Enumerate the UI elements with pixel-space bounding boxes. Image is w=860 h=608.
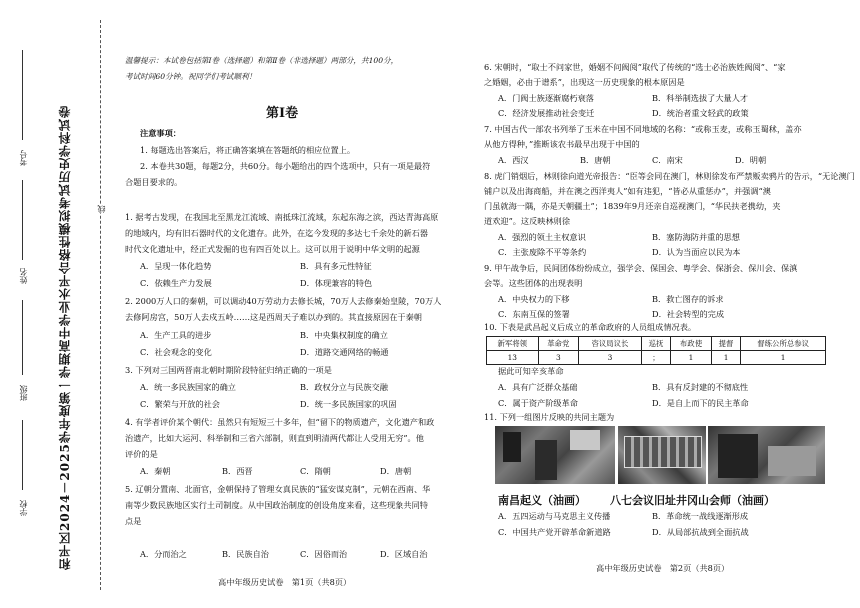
q10-option-c[interactable]: C．属于资产阶级革命 bbox=[498, 398, 578, 408]
caption-baqi-jinggangshan: 八七会议旧址井冈山会师（油画） bbox=[610, 494, 775, 507]
q10-table-value-row bbox=[487, 351, 826, 365]
q10-value-cell: 1 bbox=[741, 351, 826, 365]
q1-option-c[interactable]: C．依赖生产力发展 bbox=[140, 278, 212, 288]
q10-value-cell: 13 bbox=[487, 351, 539, 365]
q1-option-a[interactable]: A．呈现一体化趋势 bbox=[140, 261, 212, 271]
q10-option-a[interactable]: A．具有广泛群众基础 bbox=[498, 382, 578, 392]
notice-line-2: 考试时间60分钟。祝同学们考试顺利！ bbox=[125, 72, 257, 81]
q2-option-b[interactable]: B．中央集权制度的确立 bbox=[300, 330, 388, 340]
q7-stem-1: 7. 中国古代一部农书列举了玉米在中国不同地域的名称：“或称玉麦，或称玉蜀秫，盖亦 bbox=[484, 124, 802, 134]
q2-stem-2: 去修阿房宫，50万人去戍五岭……这是西周天子难以办到的。其直接原因在于秦朝 bbox=[125, 312, 422, 322]
class-blank bbox=[22, 300, 23, 375]
q3-option-b[interactable]: B．政权分立与民族交融 bbox=[300, 382, 388, 392]
q3-option-a[interactable]: A．统一多民族国家的确立 bbox=[140, 382, 236, 392]
q5-option-b[interactable]: B．民族自治 bbox=[222, 549, 269, 559]
q6-option-c[interactable]: C．经济发展推动社会变迁 bbox=[498, 108, 595, 118]
baqi-meeting-site-photo bbox=[618, 426, 706, 484]
q4-option-b[interactable]: B．西晋 bbox=[222, 466, 253, 476]
q1-stem-1: 1. 据考古发现，在我国北至黑龙江流域、南抵珠江流域，东起东海之滨，西达青海高原 bbox=[125, 212, 439, 222]
q10-header-cell: 布政使 bbox=[671, 337, 712, 351]
q3-stem-1: 3. 下列对三国两晋南北朝时期阶段特征归纳正确的一项是 bbox=[125, 365, 332, 375]
q10-header-cell: 咨议局议长 bbox=[579, 337, 642, 351]
q5-stem-1: 5. 辽朝分置南、北面官，金朝保持了管理女真民族的“猛安谋克制”，元朝在西南、华 bbox=[125, 484, 431, 494]
q8-option-a[interactable]: A．强烈的领土主权意识 bbox=[498, 232, 586, 242]
rule-2-line-1: 2. 本卷共30题，每题2分，共60分。每小题给出的四个选项中，只有一项是最符 bbox=[140, 161, 431, 171]
school-blank bbox=[22, 420, 23, 490]
q6-stem-1: 6. 宋朝时，“取士不问家世，婚姻不问阀阅”取代了传统的“选士必治族姓阀阅”、“家 bbox=[484, 62, 786, 72]
q2-stem-1: 2. 2000万人口的秦朝，可以调动40万劳动力去修长城，70万人去修秦始皇陵，70万人 bbox=[125, 296, 442, 306]
q8-stem-2: 铺户以及出海商船，并在澳之西洋夷人”如有违犯，“皆必从重惩办”，并强调“澳 bbox=[484, 186, 771, 196]
q7-stem-2: 从他方得种，”推断该农书最早出现于中国的 bbox=[484, 139, 640, 149]
q4-option-c[interactable]: C．隋朝 bbox=[300, 466, 331, 476]
q9-option-b[interactable]: B．救亡图存的诉求 bbox=[652, 294, 724, 304]
q9-option-a[interactable]: A．中央权力的下移 bbox=[498, 294, 570, 304]
q5-stem-3: 点是 bbox=[125, 516, 142, 526]
q10-value-cell: 1 bbox=[711, 351, 741, 365]
q8-stem-3: 门虽就海一隅，亦是天朝疆土”；1839年9月还亲自巡视澳门，“华民扶老携幼，夹 bbox=[484, 201, 781, 211]
q10-value-cell: 3 bbox=[579, 351, 642, 365]
q10-table bbox=[486, 336, 826, 365]
q11-stem: 11. 下列一组图片反映的共同主题为 bbox=[484, 412, 615, 422]
q4-option-d[interactable]: D．唐朝 bbox=[380, 466, 412, 476]
q2-option-d[interactable]: D．道路交通网络的畅通 bbox=[300, 347, 389, 357]
q10-option-d[interactable]: D．是自上而下的民主革命 bbox=[652, 398, 749, 408]
q10-value-cell: 3 bbox=[538, 351, 579, 365]
q10-header-cell: 督练公所总参议 bbox=[741, 337, 826, 351]
q6-stem-2: 之婚姻，必由于谱系”，出现这一历史现象的根本原因是 bbox=[484, 77, 685, 87]
q8-option-c[interactable]: C．主张废除不平等条约 bbox=[498, 247, 587, 257]
line-label: 线 bbox=[97, 205, 106, 213]
q11-option-d[interactable]: D．从局部抗战到全面抗战 bbox=[652, 527, 749, 537]
q1-stem-3: 时代文化遗址中，经正式发掘的也有四百处以上。这可以用于说明中华文明的起源 bbox=[125, 244, 420, 254]
q3-option-c[interactable]: C．繁荣与开放的社会 bbox=[140, 399, 220, 409]
q10-value-cell: ； bbox=[641, 351, 671, 365]
jinggangshan-meeting-painting bbox=[708, 426, 825, 484]
q4-stem-3: 评价的是 bbox=[125, 449, 158, 459]
name-blank bbox=[22, 180, 23, 260]
q2-option-c[interactable]: C．社会观念的变化 bbox=[140, 347, 212, 357]
q2-option-a[interactable]: A．生产工具的进步 bbox=[140, 330, 212, 340]
page-1-footer: 高中年级历史试卷 第1页（共8页） bbox=[218, 577, 352, 587]
rule-1: 1. 每题选出答案后，将正确答案填在答题纸的相应位置上。 bbox=[140, 145, 356, 155]
exam-title-vertical: 和平区2024－2025学年度第一学期高中学业水平合格性模拟考试历史学科试卷 bbox=[58, 105, 72, 570]
exam-number-label: 考号 bbox=[19, 150, 28, 166]
q5-option-a[interactable]: A．分而治之 bbox=[140, 549, 187, 559]
q10-header-cell: 巡抚 bbox=[641, 337, 671, 351]
q8-stem-4: 道欢迎”。这反映林则徐 bbox=[484, 216, 571, 226]
q10-stem: 10. 下表是武昌起义后成立的革命政府的人员组成情况表。 bbox=[484, 322, 697, 332]
q4-option-a[interactable]: A．秦朝 bbox=[140, 466, 171, 476]
section-title: 第Ⅰ卷 bbox=[266, 106, 299, 121]
q5-option-d[interactable]: D．区域自治 bbox=[380, 549, 428, 559]
q10-header-cell: 新军将领 bbox=[487, 337, 539, 351]
q5-option-c[interactable]: C．因俗而治 bbox=[300, 549, 348, 559]
q4-stem-1: 4. 有学者评价某个朝代：虽然只有短短三十多年，但“留下的物质遗产，文化遗产和政 bbox=[125, 417, 435, 427]
q7-option-b[interactable]: B．唐朝 bbox=[580, 155, 611, 165]
q10-note: 据此可知辛亥革命 bbox=[498, 366, 564, 376]
q9-stem-1: 9. 甲午战争后，民间团体纷纷成立，强学会、保国会、粤学会、保浙会、保川会、保滇 bbox=[484, 263, 798, 273]
q8-stem-1: 8. 虎门销烟后，林则徐向道光帝报告：“臣等会同在澳门，林则徐发布严禁贩卖鸦片的告示，“无论澳门 bbox=[484, 171, 855, 181]
q8-option-b[interactable]: B．塞防海防并重的思想 bbox=[652, 232, 740, 242]
q9-option-c[interactable]: C．东南互保的签署 bbox=[498, 309, 570, 319]
page-2-footer: 高中年级历史试卷 第2页（共8页） bbox=[596, 563, 730, 573]
rule-2-line-2: 合题目要求的。 bbox=[125, 177, 183, 187]
q7-option-c[interactable]: C．南宋 bbox=[652, 155, 683, 165]
q10-table-header-row bbox=[487, 337, 826, 351]
attention-heading: 注意事项： bbox=[140, 128, 181, 138]
q5-stem-2: 南等少数民族地区实行土司制度。从中国政治制度的创设角度来看，这些现象共同特 bbox=[125, 500, 428, 510]
q11-option-b[interactable]: B．革命统一战线逐渐形成 bbox=[652, 511, 749, 521]
caption-nanchang: 南昌起义（油画） bbox=[498, 494, 586, 507]
exam-number-blank bbox=[22, 50, 23, 140]
nanchang-uprising-painting bbox=[495, 426, 615, 484]
q11-option-c[interactable]: C．中国共产党开辟革命新道路 bbox=[498, 527, 611, 537]
notice-line-1: 温馨提示：本试卷包括第Ⅰ卷（选择题）和第Ⅱ卷（非选择题）两部分，共100分， bbox=[125, 56, 399, 65]
q3-option-d[interactable]: D．统一多民族国家的巩固 bbox=[300, 399, 397, 409]
q7-option-a[interactable]: A．西汉 bbox=[498, 155, 529, 165]
q1-option-d[interactable]: D．体现兼容的特色 bbox=[300, 278, 373, 288]
q11-option-a[interactable]: A．五四运动与马克思主义传播 bbox=[498, 511, 611, 521]
q9-option-d[interactable]: D．社会转型的完成 bbox=[652, 309, 725, 319]
name-label: 姓名 bbox=[19, 268, 28, 284]
q1-option-b[interactable]: B．具有多元性特征 bbox=[300, 261, 372, 271]
q10-header-cell: 提督 bbox=[711, 337, 741, 351]
q9-stem-2: 会等。这些团体的出现表明 bbox=[484, 278, 583, 288]
q8-option-d[interactable]: D．认为当面应以民为本 bbox=[652, 247, 741, 257]
q4-stem-2: 治遗产，比如大运河、科举制和三省六部制，则直到明清两代都让人受用无穷”。他 bbox=[125, 433, 424, 443]
q1-stem-2: 的地域内，均有旧石器时代的文化遗存。此外，在迄今发现的多达七千余处的新石器 bbox=[125, 228, 428, 238]
q6-option-d[interactable]: D．统治者重文轻武的政策 bbox=[652, 108, 749, 118]
q10-option-b[interactable]: B．具有反封建的不彻底性 bbox=[652, 382, 749, 392]
class-label: 班级 bbox=[19, 385, 28, 401]
q7-option-d[interactable]: D．明朝 bbox=[735, 155, 767, 165]
binding-dashed-line bbox=[100, 20, 101, 590]
q10-header-cell: 革命党 bbox=[538, 337, 579, 351]
q10-value-cell: 1 bbox=[671, 351, 712, 365]
school-label: 学校 bbox=[19, 500, 28, 516]
q6-option-a[interactable]: A．门阀士族逐渐腐朽衰落 bbox=[498, 93, 594, 103]
q6-option-b[interactable]: B．科举制选拔了大量人才 bbox=[652, 93, 749, 103]
